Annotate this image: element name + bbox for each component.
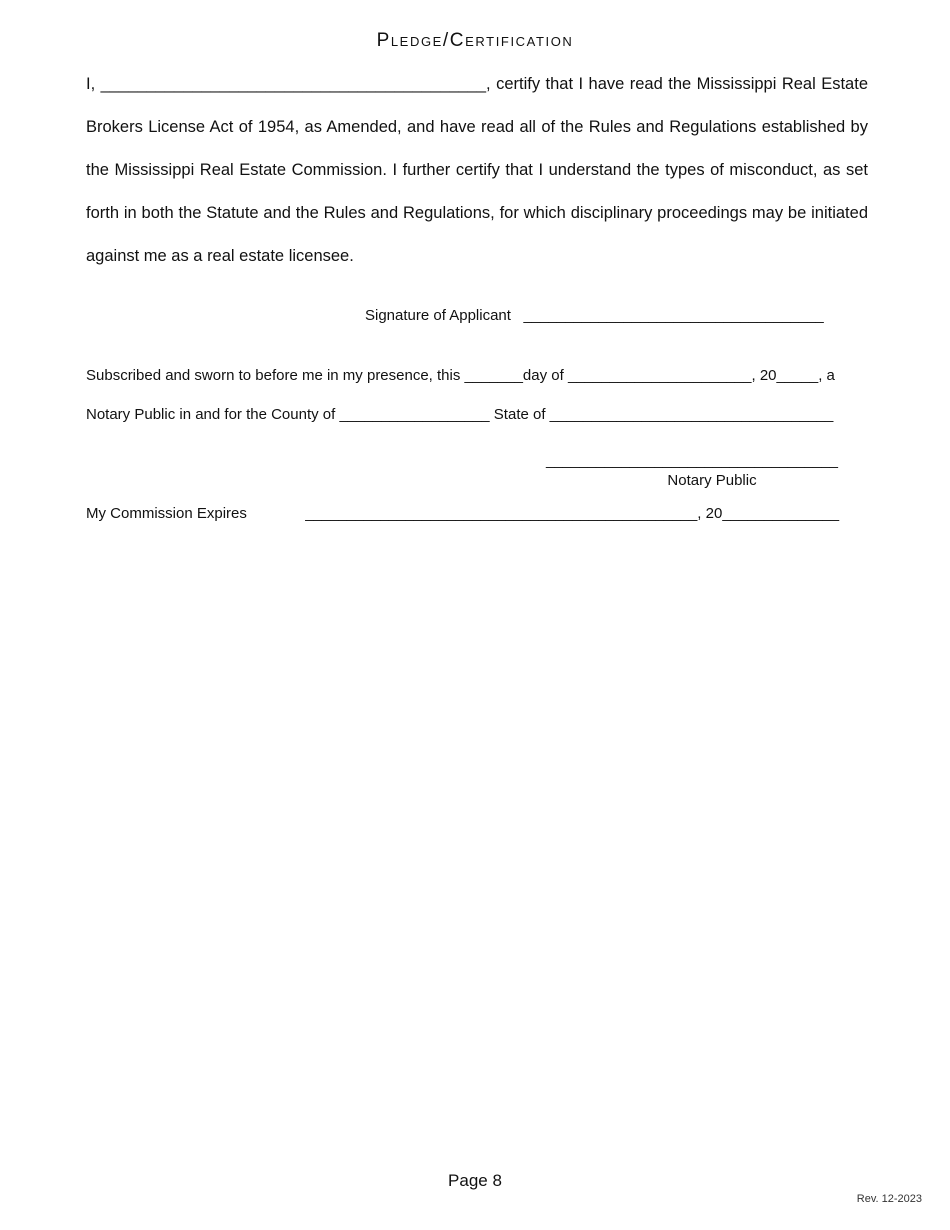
county-state-line[interactable]: Notary Public in and for the County of __________________ State of __________________________________: [86, 406, 834, 423]
sworn-statement-line: [86, 367, 868, 384]
notary-signature-label: Notary Public: [667, 472, 757, 489]
sworn-statement-text[interactable]: Subscribed and sworn to before me in my presence, this _______day of ______________________, 20_____, a: [86, 367, 835, 384]
commission-expires-blank[interactable]: _______________________________________________, 20______________: [305, 505, 840, 522]
commission-expires-label: My Commission Expires: [86, 505, 247, 522]
applicant-signature-blank[interactable]: ____________________________________: [523, 307, 824, 324]
notary-signature-block: [530, 451, 854, 491]
notary-signature-blank[interactable]: ___________________________________: [546, 452, 838, 469]
commission-expires-row: [86, 505, 839, 522]
revision-label: Rev. 12-2023: [856, 1193, 922, 1205]
page-title: Pledge/Certification: [376, 30, 574, 51]
applicant-signature-label: Signature of Applicant: [365, 307, 511, 324]
page-number: Page 8: [448, 1171, 502, 1190]
pledge-paragraph: I, __________________________________________, certify that I have read the Mississippi Real Estate Brokers License Act of 1954, as Amended, and have read all of the Rules and Regulations established by the Mississippi Real Estate Commission. I further certify that I understand the types of misconduct, as set forth in both the Statute and the Rules and Regulations, for which disciplinary proceedings may be initiated against me as a real estate licensee.: [86, 75, 868, 265]
applicant-signature-row: [365, 307, 824, 324]
